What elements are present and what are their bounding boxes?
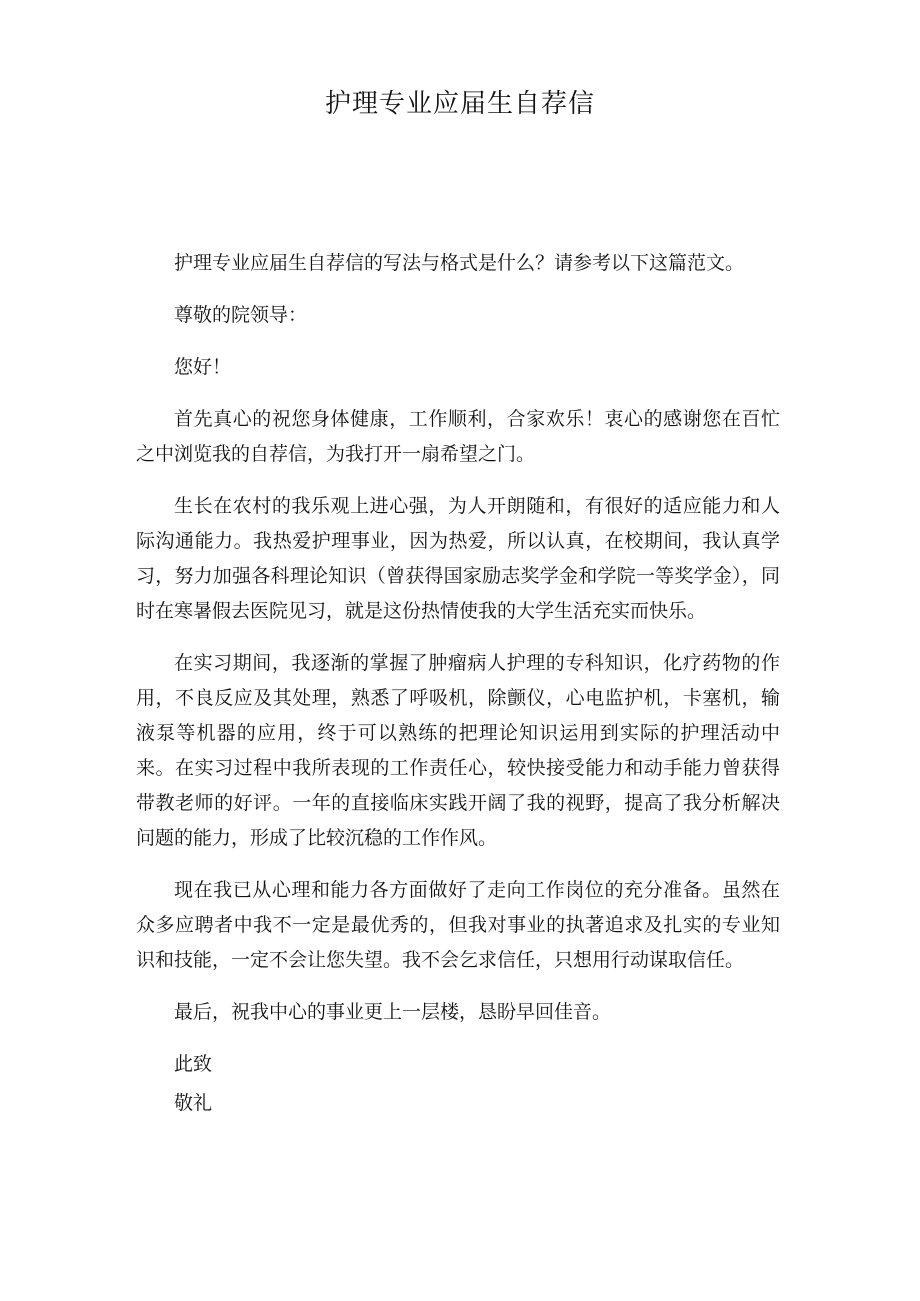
paragraph-internship: 在实习期间，我逐渐的掌握了肿瘤病人护理的专科知识，化疗药物的作用，不良反应及其处理，熟悉了呼吸机，除颤仪，心电监护机，卡塞机，输液泵等机器的应用，终于可以熟练的把理论知识运用到实际的护理活动中来。在实习过程中我所表现的工作责任心，较快接受能力和动手能力曾获得带教老师的好评。一年的直接临床实践开阔了我的视野，提高了我分析解决问题的能力，形成了比较沉稳的工作作风。 (136, 652, 780, 849)
paragraph-background: 生长在农村的我乐观上进心强，为人开朗随和，有很好的适应能力和人际沟通能力。我热爱护理事业，因为热爱，所以认真，在校期间，我认真学习，努力加强各科理论知识（曾获得国家励志奖学金和学院一等奖学金），同时在寒暑假去医院见习，就是这份热情使我的大学生活充实而快乐。 (136, 495, 780, 622)
greeting: 您好！ (174, 356, 232, 378)
document-title: 护理专业应届生自荐信 (324, 89, 595, 119)
closing-jingli: 敬礼 (174, 1092, 213, 1114)
letter-body (136, 246, 780, 1125)
paragraph-readiness: 现在我已从心理和能力各方面做好了走向工作岗位的充分准备。虽然在众多应聘者中我不一定是最优秀的，但我对事业的执著追求及扎实的专业知识和技能，一定不会让您失望。我不会乞求信任，只想用行动谋取信任。 (136, 879, 780, 971)
salutation: 尊敬的院领导： (174, 304, 308, 326)
paragraph-closing: 最后，祝我中心的事业更上一层楼，恳盼早回佳音。 (174, 1001, 612, 1023)
closing-cizhi: 此致 (174, 1053, 213, 1075)
intro-paragraph: 护理专业应届生自荐信的写法与格式是什么？请参考以下这篇范文。 (174, 252, 745, 274)
paragraph-wishes: 首先真心的祝您身体健康，工作顺利，合家欢乐！衷心的感谢您在百忙之中浏览我的自荐信，为我打开一扇希望之门。 (136, 408, 780, 465)
